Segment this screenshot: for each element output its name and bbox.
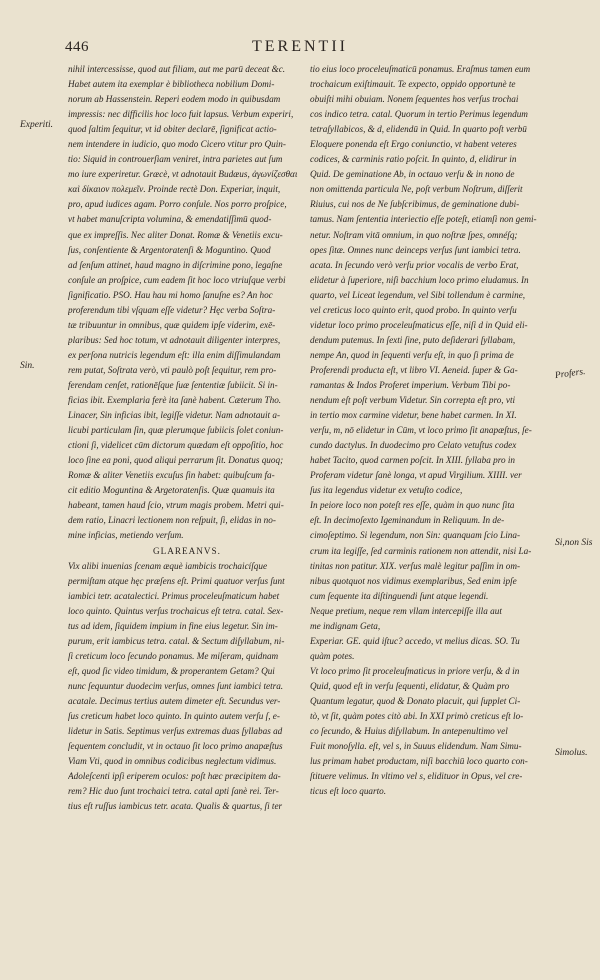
right-text-column	[310, 62, 552, 799]
text-line: ctioni ſi, videlicet cūm dictorum quædam eſt oppoſitio, hoc	[68, 440, 284, 451]
text-line: mo iure experiretur. Græcè, vt adnotauit Budæus, ἀγωνίζεσθαι	[68, 169, 298, 180]
text-line: dendum putemus. In ſexti ſine, puto deſiderari ſyllabam,	[310, 334, 516, 345]
text-line: impressis: nec difficilis hoc loco fuit lapsus. Verbum experiri,	[68, 109, 294, 120]
text-line: Eloquere ponenda eſt Ergo coniunctio, vt habent veteres	[310, 139, 517, 150]
text-line: tio: Siquid in controuerſiam veniret, intra parietes aut ſum	[68, 154, 283, 165]
text-line: quod ſaltim ſequitur, vt id obiter declarē, ſignificat actio-	[68, 124, 277, 135]
text-line: vt habet manuſcripta volumina, & emendatiſſimū quod-	[68, 214, 272, 225]
text-line: nunc ſequuntur duodecim verſus, omnes ſunt iambici tetra.	[68, 680, 284, 691]
text-line: cit editio Moguntina & Argetoratenſis. Quæ quamuis ita	[68, 485, 275, 496]
left-text-column	[68, 62, 306, 814]
text-line: cimoſeptimo. Si legendum, non Sin: quanquam ſcio Lina-	[310, 530, 521, 541]
text-line: nem intendere in iudicio, quo modo Cicero vtitur pro Quin-	[68, 139, 286, 150]
text-line: ſus creticum habet loco quinto. In quinto autem verſu ſ, e-	[68, 711, 280, 722]
text-line: ſignificatio. PSO. Hau hau mi homo ſanuſne es? An hoc	[68, 289, 273, 300]
text-line: ad ſenſum attinet, haud magno in diſcrimine pono, legaſne	[68, 259, 283, 270]
text-line: nibus quotquot nos vidimus exemplaribus, Sed enim ipſe	[310, 575, 517, 586]
margin-note-right: Simolus.	[555, 748, 588, 758]
text-line: opes ſitæ. Omnes nunc deinceps verſus ſunt iambici tetra.	[310, 244, 521, 255]
text-line: pro, apud iudices agam. Porro conſule. Nos porro proſpice,	[68, 199, 287, 210]
text-line: eſt. In decimoſexto Igeminandum in Reliquum. In de-	[310, 515, 505, 526]
text-line: ſus, conſentiente & Argentoratenſi & Moguntino. Quod	[68, 244, 271, 255]
text-line: trochaicum exiſtimauit. Te expecto, oppido opportunè te	[310, 79, 516, 90]
text-line: netur. Noſtram vitā omnium, in quo noſtræ ſpes, omnéſq;	[310, 229, 518, 240]
text-line: Habet autem ita exemplar è bibliotheca nobilium Domi-	[68, 79, 275, 90]
text-line: ſus ita legendus videtur ex vetuſto codice,	[310, 485, 463, 496]
text-line: in tertio mox carmine videtur, bene habet carmen. In XI.	[310, 410, 517, 421]
text-line: nendum eſt poſt verbum Videtur. Sin correpta eſt pro, vti	[310, 395, 516, 406]
text-line: Quid, quod eſt in verſu ſequenti, elidatur, & Quàm pro	[310, 680, 510, 691]
text-line: co ſecundo, & Huius diſyllabum. In antepenultimo vel	[310, 726, 508, 737]
text-line: licubi particulam ſin, quæ plerumque ſubiicis ſolet coniun-	[68, 425, 284, 436]
text-line: verſu, m, nō elidetur in Cūm, vt loco primo ſit anapæſtus, ſe-	[310, 425, 532, 436]
text-line: Fuit monoſylla. eſt, vel s, in Suuus elidendum. Nam Simu-	[310, 741, 522, 752]
text-line: tus ad idem, ſiquidem impium in fine eius legetur. Sin im-	[68, 620, 278, 631]
text-line: elidetur à ſuperiore, niſi bacchium loco primo eludamus. In	[310, 274, 529, 285]
text-line: lus primam habet productam, niſi bacchiū loco quarto con-	[310, 756, 528, 767]
text-line: Proferam videtur ſanè longa, vt apud Virgilium. XIIII. ver	[310, 470, 522, 481]
text-line: acata. In ſecundo verò verſu prior vocalis de verbo Erat,	[310, 259, 519, 270]
text-line: loco quinto. Quintus verſus trochaicus eſt tetra. catal. Sex-	[68, 605, 284, 616]
text-line: purum, erit iambicus tetra. catal. & Sectum diſyllabum, ni-	[68, 635, 285, 646]
text-line: Neque pretium, neque rem vllam intercepiſſe illa aut	[310, 605, 502, 616]
text-line: nempe An, quod in ſequenti verſu eſt, in quo ſi prima de	[310, 349, 514, 360]
text-line: habeant, tamen haud ſcio, vtrum magis probem. Metri qui-	[68, 500, 284, 511]
text-line: vel creticus loco quinto erit, quod probo. In quinto verſu	[310, 304, 517, 315]
margin-note-right: Si,non Sis	[555, 538, 593, 548]
text-line: obuiſti mihi obuiam. Nonem ſequentes hos verſus trochai	[310, 94, 519, 105]
text-line: tius eſt ruſſus iambicus tetr. acata. Qualis & quartus, ſi ter	[68, 801, 283, 812]
text-line: iambici tetr. acatalectici. Primus proceleuſmaticum habet	[68, 590, 280, 601]
text-line: Quantum legatur, quod & Donato placuit, qui ſupplet Ci-	[310, 695, 521, 706]
text-line: Vix alibi inuenias ſcenam æquè iambicis trochaicíſque	[68, 560, 268, 571]
text-line: lidetur in Satis. Septimus verſus extremas duas ſyllabas ad	[68, 726, 283, 737]
text-line: tò, vt ſit, quàm potes citò abi. In XXI primò creticus eſt lo-	[310, 711, 524, 722]
text-line: permiſtam atque hęc præſens eſt. Primi quatuor verſus ſunt	[68, 575, 285, 586]
text-line: quarto, vel Liceat legendum, vel Sibi tollendum è carmine,	[310, 289, 526, 300]
text-line: καὶ δίκαιον πολεμεῖν. Proinde rectè Don. Experiar, inquit,	[68, 184, 281, 195]
margin-note-right: Profers.	[554, 366, 587, 382]
text-line: videtur loco primo proceleuſmaticus eſſe, niſi d in Quid eli-	[310, 319, 528, 330]
text-line: crum ita legiſſe, ſed carminis rationem non attendit, nisi La-	[310, 545, 532, 556]
text-line: cundo dactylus. In duodecimo pro Celato vetuſtus codex	[310, 440, 517, 451]
text-line: tamus. Nam ſententia interiectio eſſe poteſt, etiamſi non gemi-	[310, 214, 537, 225]
text-line: tetraſyllabicos, & d, elidendū in Quid. In quarto poſt verbū	[310, 124, 527, 135]
text-line: acatale. Decimus tertius autem dimeter eſt. Secundus ver-	[68, 695, 281, 706]
text-line: Quid. De geminatione Ab, in octauo verſu & in nono de	[310, 169, 515, 180]
text-line: Linacer, Sin inficias ibit, legiſſe videtur. Nam adnotauit a-	[68, 410, 281, 421]
text-line: loco ſine ea poni, quod aliqui perrarum ſit. Donatus quoq;	[68, 455, 284, 466]
page-number: 446	[65, 39, 89, 55]
text-line: proferendum tibi vſquam eſſe videtur? Hęc verba Soſtra-	[68, 304, 276, 315]
margin-note-left: Experiti.	[20, 120, 53, 130]
text-line: mine inficias, metiendo verſum.	[68, 530, 184, 541]
section-heading: GLAREANVS.	[153, 545, 221, 556]
text-line: ferendam cenſet, rationēſque ſuæ ſententiæ ſubiicit. Si in-	[68, 379, 278, 390]
text-line: Vt loco primo ſit proceleuſmaticus in priore verſu, & d in	[310, 665, 520, 676]
text-line: tæ tribuuntur in omnibus, quæ quidem ipſe viderim, exē-	[68, 319, 276, 330]
text-line: cum ſequente ita diſtinguendi ſunt atque legendi.	[310, 590, 489, 601]
text-line: ſtituere velimus. In vltimo vel s, elidituor in Opus, vel cre-	[310, 771, 523, 782]
text-line: Adoleſcenti ipſi eriperem oculos: poſt hæc præcipitem da-	[68, 771, 281, 782]
text-line: ex perſona nutricis legendum eſt: illa enim diſſimulandam	[68, 349, 281, 360]
text-line: dem ratio, Linacri lectionem non reſpuit, ſi, elidas in no-	[68, 515, 276, 526]
margin-note-left: Sin.	[20, 361, 35, 371]
text-line: ticus eſt loco quarto.	[310, 786, 387, 797]
text-line: ſi creticum loco ſecundo ponamus. Me miſeram, quidnam	[68, 650, 279, 661]
text-line: rem putat, Soſtrata verò, vti paulò poſt ſequitur, rem pro-	[68, 364, 277, 375]
text-line: Romæ & aliter Venetiis excuſus ſin habet: quibuſcum fa-	[68, 470, 275, 481]
running-title: TERENTII	[252, 38, 348, 55]
text-line: tinitas non patitur. XIX. verſus malè legitur paſſim in om-	[310, 560, 521, 571]
text-line: ſequentem concludit, vt in octauo ſit loco primo anapæſtus	[68, 741, 283, 752]
text-line: tio eius loco proceleuſmaticū ponamus. Eraſmus tamen eum	[310, 64, 531, 74]
text-line: Riuius, cui nos de Ne ſubſcribimus, de geminatione dubi-	[310, 199, 520, 210]
text-line: ramantas & Indos Proferet imperium. Verbum Tibi po-	[310, 379, 511, 390]
text-line: ficias ibit. Exemplaria ferè ita ſanè habent. Cæterum Tho.	[68, 395, 282, 406]
text-line: norum ab Hassenstein. Reperi eodem modo in quibusdam	[68, 94, 281, 105]
text-line: Proferendi producta eſt, vt libro VI. Aeneid. ſuper & Ga-	[310, 364, 518, 375]
text-line: cos indico tetra. catal. Quorum in tertio Perimus legendum	[310, 109, 528, 120]
text-line: quàm potes.	[310, 650, 355, 661]
text-line: habet Tacito, quod carmen poſcit. In XIII. ſyllaba pro in	[310, 455, 515, 466]
text-line: me indignam Geta,	[310, 620, 381, 631]
text-line: nihil intercessisse, quod aut filiam, aut me parū deceat &c.	[68, 64, 286, 74]
text-line: conſule an proſpice, cum eadem ſit hoc loco vtriuſque verbi	[68, 274, 286, 285]
text-line: Experiar. GE. quid iſtuc? accedo, vt melius dicas. SO. Tu	[310, 635, 520, 646]
text-line: eſt, quod ſic video timidum, & properantem Getam? Qui	[68, 665, 275, 676]
text-line: plaribus: Sed hoc totum, vt adnotauit diligenter interpres,	[68, 334, 281, 345]
text-line: codices, & carminis ratio poſcit. In quinto, d, elidirur in	[310, 154, 517, 165]
text-line: In peiore loco non poteſt res eſſe, quàm in quo nunc ſita	[310, 500, 515, 511]
text-line: Viam Vti, quod in omnibus codicibus neglectum vidimus.	[68, 756, 277, 767]
text-line: que ex impreſſis. Nec aliter Donat. Romæ & Venetiis excu-	[68, 229, 283, 240]
text-line: rem? Hic duo ſunt trochaici tetra. catal apti ſanè rei. Ter-	[68, 786, 279, 797]
text-line: non omittenda particula Ne, poſt verbum Noſtrum, diſſerit	[310, 184, 523, 195]
